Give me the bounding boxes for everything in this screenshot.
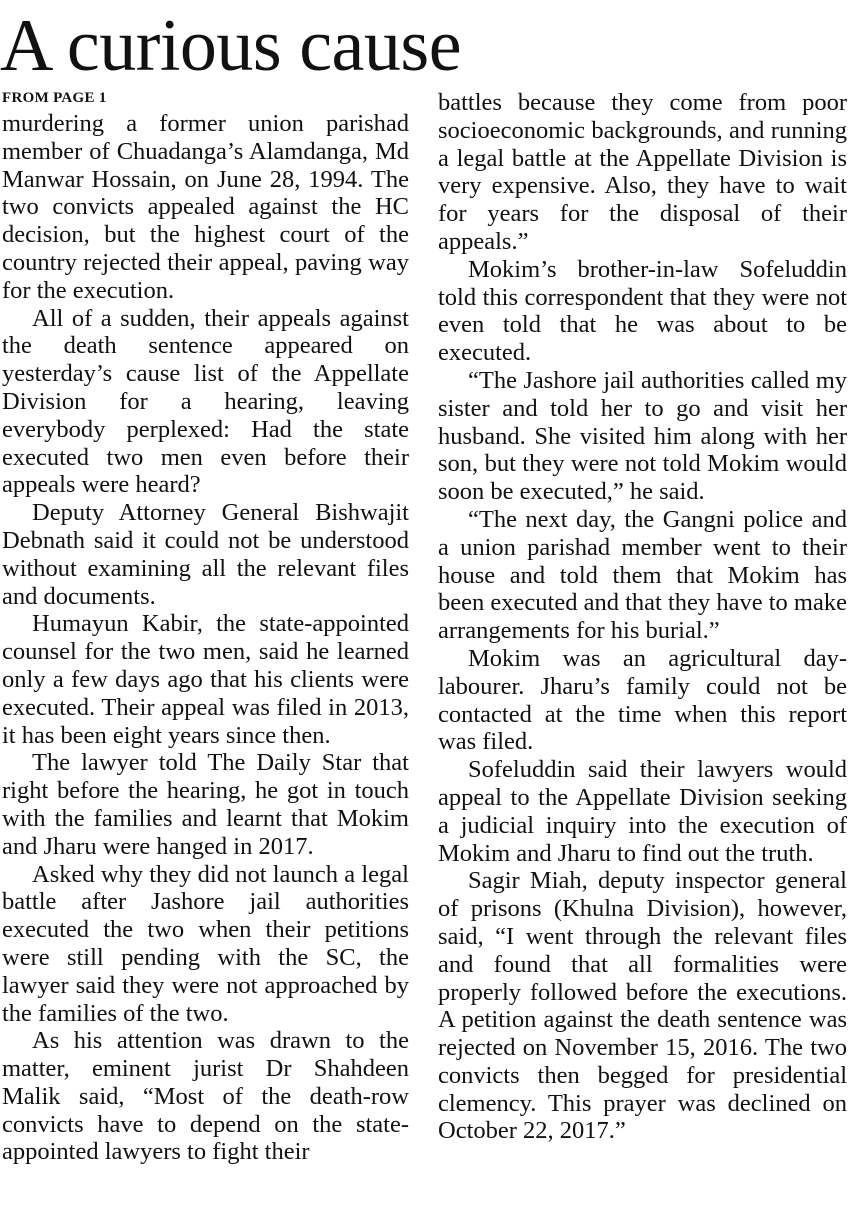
paragraph: Mokim’s brother-in-law Sofeluddin told this correspondent that they were not even told that he was about to be executed. <box>438 255 847 367</box>
paragraph: “The next day, the Gangni police and a union parishad member went to their house and told them that Mokim has been executed and that they have to make arrangements for his burial.” <box>438 505 847 645</box>
paragraph: Sagir Miah, deputy inspector general of prisons (Khulna Division), however, said, “I went through the relevant files and found that all formalities were properly followed before the executions. A petition against the death sentence was rejected on November 15, 2016. The two convicts then begged for presidential clemency. This prayer was declined on October 22, 2017.” <box>438 867 847 1145</box>
paragraph: All of a sudden, their appeals against the death sentence appeared on yesterday’s cause list of the Appellate Division for a hearing, leaving everybody perplexed: Had the state executed two men even before their appeals were heard? <box>2 304 409 499</box>
article-column-left <box>2 110 409 1166</box>
paragraph: “The Jashore jail authorities called my sister and told her to go and visit her husband. She visited him along with her son, but they were not told Mokim would soon be executed,” he said. <box>438 366 847 506</box>
paragraph: As his attention was drawn to the matter, eminent jurist Dr Shahdeen Malik said, “Most of the death-row convicts have to depend on the state-appointed lawyers to fight their <box>2 1027 409 1166</box>
paragraph: Humayun Kabir, the state-appointed counsel for the two men, said he learned only a few days ago that his clients were executed. Their appeal was filed in 2013, it has been eight years since then. <box>2 610 409 749</box>
paragraph: Deputy Attorney General Bishwajit Debnath said it could not be understood without examining all the relevant files and documents. <box>2 499 409 610</box>
paragraph: murdering a former union parishad member of Chuadanga’s Alamdanga, Md Manwar Hossain, on June 28, 1994. The two convicts appealed against the HC decision, but the highest court of the country rejected their appeal, paving way for the execution. <box>2 110 409 304</box>
article-column-right <box>438 89 847 1145</box>
paragraph: Asked why they did not launch a legal battle after Jashore jail authorities executed the two when their petitions were still pending with the SC, the lawyer said they were not approached by the families of the two. <box>2 860 409 1027</box>
paragraph: battles because they come from poor socioeconomic backgrounds, and running a legal battle at the Appellate Division is very expensive. Also, they have to wait for years for the disposal of their appeals.” <box>438 89 847 255</box>
paragraph: Sofeluddin said their lawyers would appeal to the Appellate Division seeking a judicial inquiry into the execution of Mokim and Jharu to find out the truth. <box>438 756 847 867</box>
continuation-kicker: FROM PAGE 1 <box>2 90 107 106</box>
headline: A curious cause <box>0 5 462 87</box>
paragraph: The lawyer told The Daily Star that right before the hearing, he got in touch with the families and learnt that Mokim and Jharu were hanged in 2017. <box>2 749 409 860</box>
paragraph: Mokim was an agricultural day-labourer. Jharu’s family could not be contacted at the time when this report was filed. <box>438 644 847 756</box>
